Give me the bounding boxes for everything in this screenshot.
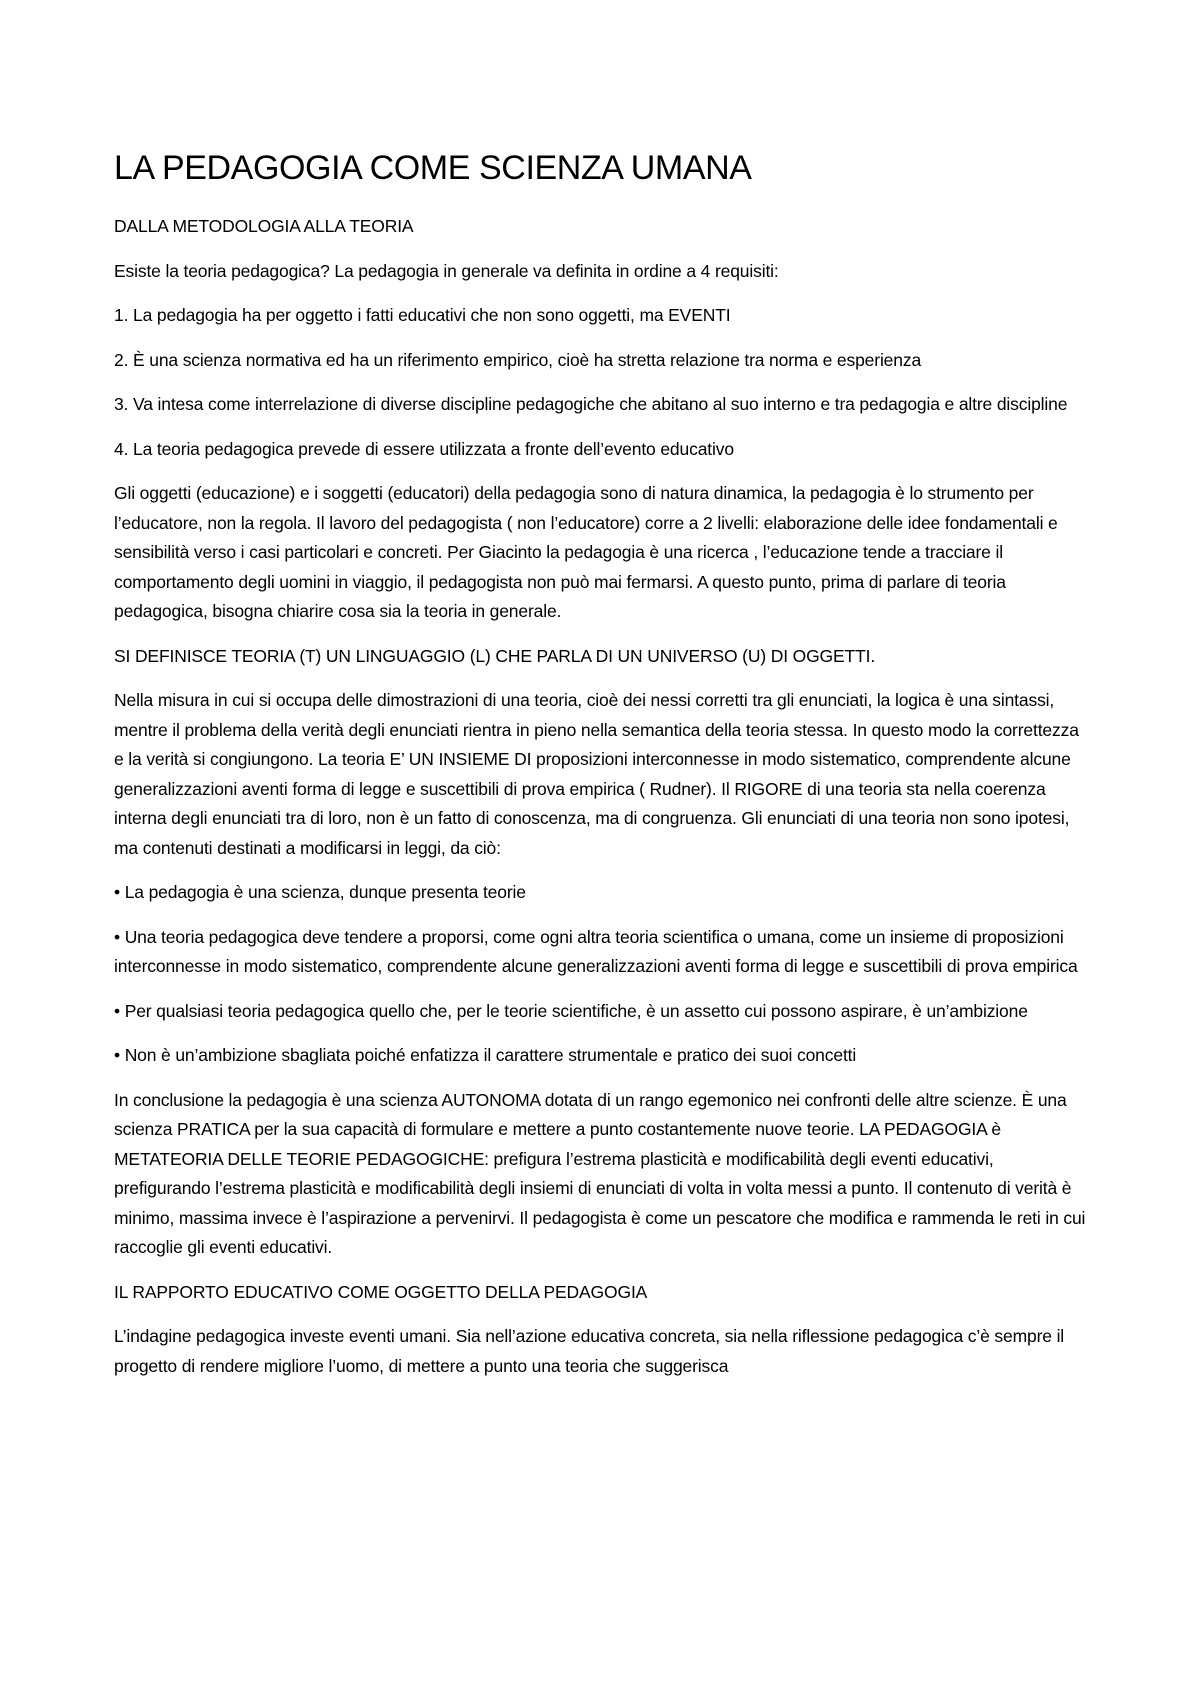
document-title: LA PEDAGOGIA COME SCIENZA UMANA: [114, 149, 752, 187]
intro-paragraph: Esiste la teoria pedagogica? La pedagogia in generale va definita in ordine a 4 requisiti:: [114, 260, 779, 281]
bullet-item: • La pedagogia è una scienza, dunque presenta teorie: [114, 882, 526, 902]
conclusion-paragraph: In conclusione la pedagogia è una scienza AUTONOMA dotata di un rango egemonico nei confronti delle altre scienze. È una scienza PRATICA per la sua capacità di formulare e mettere a punto costantemente nuove teorie. LA PEDAGOGIA è METATEORIA DELLE TEORIE PEDAGOGICHE: prefigura l’estrema plasticità e modificabilità degli eventi educativi, prefigurando l’estrema plasticità e modificabilità degli insiemi di enunciati di volta in volta messi a punto. Il contenuto di verità è minimo, massima invece è l’aspirazione a pervenirvi. Il pedagogista è come un pescatore che modifica e rammenda le reti in cui raccoglie gli eventi educativi.: [114, 1089, 1086, 1257]
section-heading-metodologia: DALLA METODOLOGIA ALLA TEORIA: [114, 216, 414, 236]
requisite-item: 2. È una scienza normativa ed ha un riferimento empirico, cioè ha stretta relazione tra norma e esperienza: [114, 349, 922, 370]
body-paragraph: L’indagine pedagogica investe eventi umani. Sia nell’azione educativa concreta, sia nella riflessione pedagogica c’è sempre il progetto di rendere migliore l’uomo, di mettere a punto una teoria che suggerisca: [114, 1326, 1065, 1376]
body-paragraph: Nella misura in cui si occupa delle dimostrazioni di una teoria, cioè dei nessi corretti tra gli enunciati, la logica è una sintassi, mentre il problema della verità degli enunciati rientra in pieno nella semantica della teoria stessa. In questo modo la correttezza e la verità si congiungono. La teoria E’ UN INSIEME DI proposizioni interconnesse in modo sistematico, comprendente alcune generalizzazioni aventi forma di legge e suscettibili di prova empirica ( Rudner). Il RIGORE di una teoria sta nella coerenza interna degli enunciati tra di loro, non è un fatto di conoscenza, ma di congruenza. Gli enunciati di una teoria non sono ipotesi, ma contenuti destinati a modificarsi in leggi, da ciò:: [114, 690, 1079, 858]
requisite-item: 1. La pedagogia ha per oggetto i fatti educativi che non sono oggetti, ma EVENTI: [114, 305, 731, 325]
requisite-item: 4. La teoria pedagogica prevede di essere utilizzata a fronte dell’evento educativo: [114, 438, 734, 459]
document-page: [114, 148, 1086, 1396]
bullet-item: • Non è un’ambizione sbagliata poiché enfatizza il carattere strumentale e pratico dei suoi concetti: [114, 1045, 857, 1065]
requisite-item: 3. Va intesa come interrelazione di diverse discipline pedagogiche che abitano al suo interno e tra pedagogia e altre discipline: [114, 394, 1068, 414]
body-paragraph: Gli oggetti (educazione) e i soggetti (educatori) della pedagogia sono di natura dinamica, la pedagogia è lo strumento per l’educatore, non la regola. Il lavoro del pedagogista ( non l’educatore) corre a 2 livelli: elaborazione delle idee fondamentali e sensibilità verso i casi particolari e concreti. Per Giacinto la pedagogia è una ricerca , l’educazione tende a tracciare il comportamento degli uomini in viaggio, il pedagogista non può mai fermarsi. A questo punto, prima di parlare di teoria pedagogica, bisogna chiarire cosa sia la teoria in generale.: [114, 483, 1058, 621]
section-heading-rapporto: IL RAPPORTO EDUCATIVO COME OGGETTO DELLA PEDAGOGIA: [114, 1281, 648, 1302]
definition-line: SI DEFINISCE TEORIA (T) UN LINGUAGGIO (L) CHE PARLA DI UN UNIVERSO (U) DI OGGETTI.: [114, 645, 876, 666]
bullet-item: • Per qualsiasi teoria pedagogica quello che, per le teorie scientifiche, è un assetto cui possono aspirare, è un’ambizione: [114, 1000, 1028, 1021]
bullet-item: • Una teoria pedagogica deve tendere a proporsi, come ogni altra teoria scientifica o umana, come un insieme di proposizioni interconnesse in modo sistematico, comprendente alcune generalizzazioni aventi forma di legge e suscettibili di prova empirica: [114, 926, 1078, 976]
